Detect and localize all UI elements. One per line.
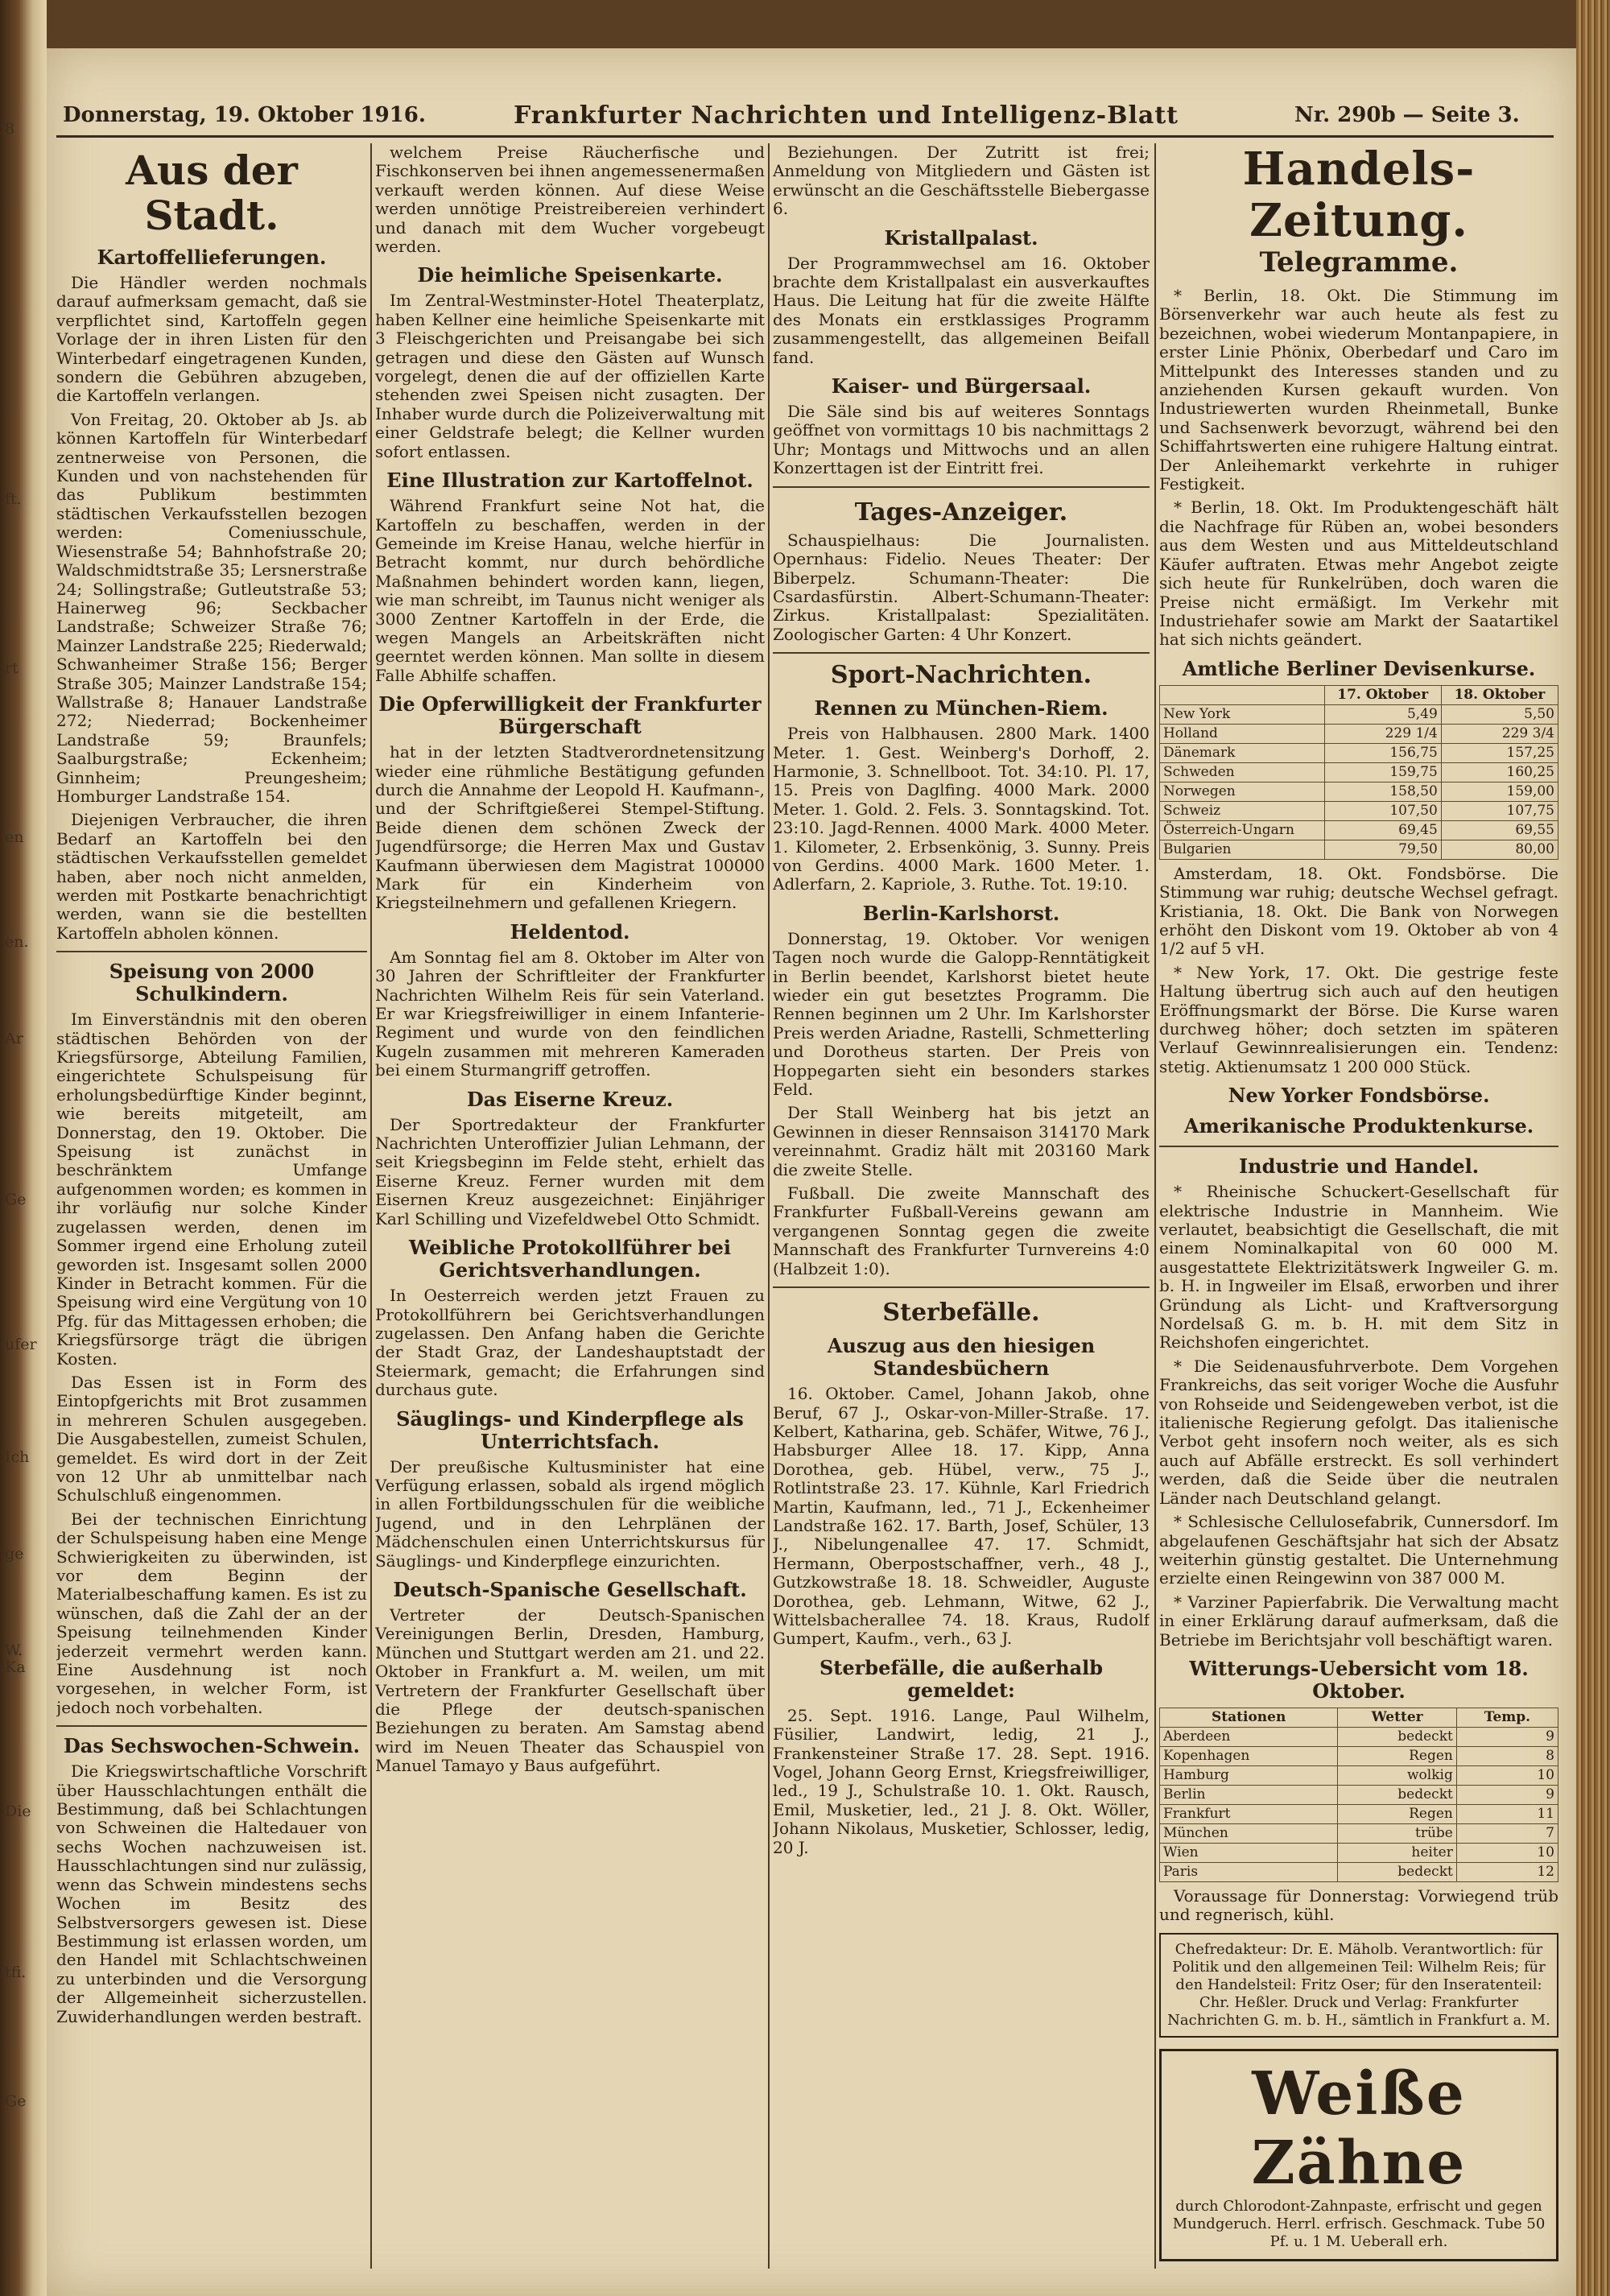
table-row	[1160, 782, 1558, 801]
section-heading: Sport-Nachrichten.	[830, 661, 1092, 690]
article-text: Während Frankfurt seine Not hat, die Kartoffeln zu beschaffen, werden in der Gemeinde im Kreise Hanau, welche hierfür in Betracht kommt, nur durch behördliche Maßnahmen behindert worden kann, liegen, wie man schreibt, im Taunus nicht weniger als 3000 Zentner Kartoffeln in der Erde, die wegen Mangels an Arbeitskräften nicht geerntet werden können. Man sollte in diesem Falle Abhilfe schaffen.	[375, 496, 765, 685]
article-text: Die Händler werden nochmals darauf aufmerksam gemacht, daß sie verpflichtet sind, Kartoffeln gegen Vorlage der in ihren Listen für den Winterbedarf eingetragenen Kunden, sondern die Gebühren abzugeben, die Kartoffeln verlangen.	[56, 273, 367, 406]
spine-fragment: ufer	[5, 1336, 37, 1353]
article-text: Fußball. Die zweite Mannschaft des Frankfurter Fußball-Vereins gewann am vergangenen Sonntag gegen die zweite Mannschaft des Frankfurter Turnvereins 4:0 (Halbzeit 1:0).	[773, 1183, 1150, 1278]
table-cell: 157,25	[1441, 743, 1558, 762]
table-cell: Österreich-Ungarn	[1160, 820, 1325, 840]
article-heading: Eine Illustration zur Kartoffelnot.	[386, 469, 753, 493]
article-text: Vertreter der Deutsch-Spanischen Vereinigungen Berlin, Dresden, Hamburg, München und Stuttgart werden am 21. und 22. Oktober in Frankfurt a. M. weilen, um mit Vertretern der Frankfurter Gesellschaft über die Pflege der deutsch-spanischen Beziehungen zu beraten. Am Samstag abend wird im Neuen Theater das Schauspiel von Manuel Tamayo y Baus aufgeführt.	[375, 1604, 765, 1776]
article-text: 25. Sept. 1916. Lange, Paul Wilhelm, Füsilier, Landwirt, ledig, 21 J., Frankensteiner Straße 17. 28. Sept. 1916. Vogel, Johann Georg Ernst, Kriegsfreiwilliger, led., 19 J., Schulstraße 10. 1. Okt. Rausch, Emil, Musketier, led., 21 J. 8. Okt. Wöller, Johann Nikolaus, Musketier, Schlosser, ledig, 20 J.	[773, 1705, 1150, 1857]
table-title: Witterungs-Uebersicht vom 18. Oktober.	[1189, 1656, 1529, 1703]
article-heading: Kaiser- und Bürgersaal.	[831, 374, 1092, 398]
article-text: Schauspielhaus: Die Journalisten. Opernhaus: Fidelio. Neues Theater: Der Biberpelz. Schumann-Theater: Die Csardasfürstin. Albert-Schumann-Theater: Zirkus. Kristallpalast: Spezialitäten. Zoologischer Garten: 4 Uhr Konzert.	[773, 530, 1150, 644]
divider	[773, 486, 1150, 488]
column-rule	[768, 143, 770, 2269]
article-text: Beziehungen. Der Zutritt ist frei; Anmeldung von Mitgliedern und Gästen ist erwünscht an die Geschäftsstelle Biebergasse 6.	[773, 143, 1150, 219]
table-cell: Regen	[1338, 1804, 1457, 1823]
table-cell: 80,00	[1441, 840, 1558, 859]
table-cell: bedeckt	[1338, 1727, 1457, 1746]
table-row	[1160, 1765, 1558, 1785]
article-text: Diejenigen Verbraucher, die ihren Bedarf an Kartoffeln bei den städtischen Verkaufsstellen gemeldet haben, aber noch nicht anmelden, werden mit Postkarte benachrichtigt werden, wann sie die bestellten Kartoffeln abholen können.	[56, 810, 367, 943]
article-text: Im Einverständnis mit den oberen städtischen Behörden von der Kriegsfürsorge, Abteilung Familien, eingerichtete Schulspeisung für erholungsbedürftige Kinder beginnt, wie bereits mitgeteilt, am Donnerstag, den 19. Oktober. Die Speisung ist zunächst in beschränktem Umfange aufgenommen worden; es kommen in ihr vorläufig nur solche Kinder zugelassen werden, denen im Sommer irgend eine Erholung zuteil geworden ist. Insgesamt sollen 2000 Kinder in Betracht kommen. Für die Speisung wird eine Vergütung von 10 Pfg. für das Mittagessen erhoben; die Kriegsfürsorge trägt die übrigen Kosten.	[56, 1010, 367, 1369]
table-cell: bedeckt	[1338, 1862, 1457, 1881]
newspaper-page	[47, 48, 1576, 2296]
table-header-cell: Temp.	[1456, 1708, 1558, 1727]
table-cell: 5,50	[1441, 704, 1558, 724]
table-cell: München	[1160, 1823, 1338, 1843]
article-text: * Rheinische Schuckert-Gesellschaft für elektrische Industrie in Mannheim. Wie verlautet, beabsichtigt die Gesellschaft, die mit einem Nominalkapital von 60 000 M. ausgestattete Elektrizitätswerk Ingweiler G. m. b. H. in Ingweiler im Elsaß, erworben und ihrer Gründung als Licht- und Kraftversorgung Nordelsaß G. m. b. H. mit dem Sitz in Reichshofen eingerichtet.	[1159, 1182, 1558, 1352]
table-header-cell: 18. Oktober	[1441, 685, 1558, 704]
table-cell: 5,49	[1324, 704, 1441, 724]
exchange-rate-table	[1159, 685, 1558, 860]
page-edges	[1576, 0, 1610, 2296]
table-cell: 7	[1456, 1823, 1558, 1843]
table-row	[1160, 820, 1558, 840]
table-row	[1160, 1785, 1558, 1804]
section-heading: Tages-Anzeiger.	[854, 498, 1068, 527]
table-row	[1160, 1746, 1558, 1765]
spine-fragment: rt	[5, 659, 19, 677]
column-rule	[370, 143, 372, 2269]
spine-fragment: 8	[5, 120, 15, 138]
section-heading: Aus der Stadt.	[126, 147, 298, 239]
article-text: Der preußische Kultusminister hat eine Verfügung erlassen, sobald als irgend möglich in allen Fortbildungsschulen für die weibliche Jugend, und in den Lehrplänen der Mädchenschulen einen Unterrichtskursus für Säuglings- und Kinderpflege einzurichten.	[375, 1456, 765, 1571]
article-heading: Sterbefälle, die außerhalb gemeldet:	[819, 1655, 1104, 1702]
table-cell: Schweden	[1160, 762, 1325, 782]
article-text: Der Programmwechsel am 16. Oktober brachte dem Kristallpalast ein ausverkauftes Haus. Die Leitung hat für die zweite Hälfte des Monats ein erstklassiges Programm zusammengestellt, das allgemeinen Beifall fand.	[773, 253, 1150, 367]
article-text: welchem Preise Räucherfische und Fischkonserven bei ihnen angemessenermaßen verkauft werden können. Auf diese Weise werden unnötige Preistreibereien verhindert und danach mit dem Wucher vorgebeugt werden.	[375, 143, 765, 257]
table-cell: 229 3/4	[1441, 724, 1558, 743]
article-text: Im Zentral-Westminster-Hotel Theaterplatz, haben Kellner eine heimliche Speisenkarte mit 3 Fleischgerichten und Preisangabe bei sich getragen und diese den Gästen auf Wunsch vorgelegt, denen die auf der offiziellen Karte stehenden zwei Speisen nicht zusagten. Der Inhaber wurde durch die Polizeiverwaltung mit einer Geldstrafe belegt; die Kellner wurden sofort entlassen.	[375, 291, 765, 461]
article-text: Das Essen ist in Form des Eintopfgerichts mit Brot zusammen in mehreren Schulen ausgegeben. Die Ausgabestellen, zumeist Schulen, gemeldet. Es wird dort in der Zeit von 12 Uhr ab unmittelbar nach Schulschluß eingenommen.	[56, 1372, 367, 1505]
table-cell: New York	[1160, 704, 1325, 724]
table-title: New Yorker Fondsbörse.	[1228, 1084, 1490, 1108]
article-heading: Die heimliche Speisenkarte.	[417, 263, 723, 287]
spine-fragment: Ge	[5, 1191, 27, 1208]
table-header-cell: Stationen	[1160, 1708, 1338, 1727]
imprint: Chefredakteur: Dr. E. Mäholb. Verantwortlich: für Politik und den allgemeinen Teil: Wilhelm Reis; für den Handelsteil: Fritz Oser; für den Inseratenteil: Chr. Heßler. Druck und Verlag: Frankfurter Nachrichten G. m. b. H., sämtlich in Frankfurt a. M.	[1159, 1933, 1558, 2038]
article-heading: Auszug aus den hiesigen Standesbüchern	[827, 1334, 1096, 1381]
table-title: Amtliche Berliner Devisenkurse.	[1182, 656, 1536, 680]
divider	[1159, 1146, 1558, 1147]
issue-date: Donnerstag, 19. Oktober 1916.	[63, 103, 426, 127]
issue-number: Nr. 290b — Seite 3.	[1294, 103, 1520, 127]
table-title: Amerikanische Produktenkurse.	[1183, 1114, 1534, 1138]
article-text: Donnerstag, 19. Oktober. Vor wenigen Tagen noch wurde die Galopp-Renntätigkeit in Berlin beendet, Karlshorst bietet heute wieder ein gut besetztes Programm. Die Rennen beginnen um 2 Uhr. Im Karlshorster Preis werden Ariadne, Rastelli, Schmetterling und Dorotheus starten. Der Preis von Hoppegarten sieht ein besonders starkes Feld.	[773, 928, 1150, 1100]
advertisement	[1159, 2049, 1558, 2261]
table-cell: 8	[1456, 1746, 1558, 1765]
article-text: Die Kriegswirtschaftliche Vorschrift über Hausschlachtungen enthält die Bestimmung, daß bei Schlachtungen von Schweinen die Haltedauer von sechs Wochen nachzuweisen ist. Hausschlachtungen sind nur zulässig, wenn das Schwein mindestens sechs Wochen im Besitz des Selbstversorgers gewesen ist. Diese Bestimmung ist erlassen worden, um den Handel mit Schlachtschweinen zu unterbinden und die Versorgung der Allgemeinheit sicherzustellen. Zuwiderhandlungen werden bestraft.	[56, 1761, 367, 2026]
table-header-cell: Wetter	[1338, 1708, 1457, 1727]
article-heading: Kartoffellieferungen.	[97, 246, 327, 269]
divider	[56, 951, 367, 952]
article-text: In Oesterreich werden jetzt Frauen zu Protokollführern bei Gerichtsverhandlungen zugelassen. Den Anfang haben die Gerichte der Stadt Graz, der Landeshauptstadt der Steiermark, gemacht; die Erfahrungen sind durchaus gute.	[375, 1286, 765, 1400]
table-cell: Berlin	[1160, 1785, 1338, 1804]
table-cell: 10	[1456, 1765, 1558, 1785]
table-cell: Wien	[1160, 1843, 1338, 1862]
table-cell: 9	[1456, 1727, 1558, 1746]
spine-fragment: en	[5, 828, 24, 846]
table-row	[1160, 724, 1558, 743]
section-heading: Handels-Zeitung.	[1242, 143, 1476, 247]
table-cell: Paris	[1160, 1862, 1338, 1881]
article-text: Der Sportredakteur der Frankfurter Nachrichten Unteroffizier Julian Lehmann, der seit Kriegsbeginn im Felde steht, erhielt das Eiserne Kreuz. Ferner wurden mit dem Eisernen Kreuz ausgezeichnet: Einjähriger Karl Schilling und Vizefeldwebel Otto Schmidt.	[375, 1114, 765, 1229]
article-heading: Industrie und Handel.	[1238, 1154, 1480, 1179]
newspaper-title: Frankfurter Nachrichten und Intelligenz-Blatt	[514, 101, 1179, 130]
article-heading: Das Eiserne Kreuz.	[466, 1087, 674, 1111]
table-cell: Regen	[1338, 1746, 1457, 1765]
article-text: Preis von Halbhausen. 2800 Mark. 1400 Meter. 1. Gest. Weinberg's Dorhoff, 2. Harmonie, 3. Schnellboot. Tot. 34:10. Pl. 17, 15. Preis von Daglfing. 4000 Mark. 2000 Meter. 1. Gold. 2. Fels. 3. Sonntagskind. Tot. 23:10. Jagd-Rennen. 4000 Mark. 4000 Meter. 1. Kilometer, 2. Erbsenkönig, 3. Sunny. Preis von Gerdins. 4000 Mark. 1600 Meter. 1. Adlerfarn, 2. Kapriole, 3. Ruthe. Tot. 19:10.	[773, 724, 1150, 894]
article-heading: Deutsch-Spanische Gesellschaft.	[393, 1577, 747, 1601]
table-cell: Dänemark	[1160, 743, 1325, 762]
spine-fragment: ge	[5, 1545, 24, 1563]
table-row	[1160, 1727, 1558, 1746]
article-heading: Das Sechswochen-Schwein.	[63, 1734, 361, 1758]
table-cell: Hamburg	[1160, 1765, 1338, 1785]
table-cell: 156,75	[1324, 743, 1441, 762]
table-row	[1160, 840, 1558, 859]
table-cell: 10	[1456, 1843, 1558, 1862]
article-text: Von Freitag, 20. Oktober ab Js. ab können Kartoffeln für Winterbedarf zentnerweise von Personen, die Kunden und von nachstehenden für das Publikum bestimmten städtischen Verkaufsstellen bezogen werden: Comeniusschule, Wiesenstraße 54; Bahnhofstraße 20; Waldschmidtstraße 35; Lersnerstraße 24; Sollingstraße; Gutleutstraße 53; Hainerweg 96; Seckbacher Landstraße; Schweizer Straße 76; Mainzer Landstraße 225; Riederwald; Schwanheimer Straße 156; Berger Straße 305; Mainzer Landstraße 154; Wallstraße 8; Hanauer Landstraße 272; Niederrad; Bockenheimer Landstraße 59; Braunfels; Saalburgstraße; Eckenheim; Ginnheim; Preungesheim; Homburger Landstraße 154.	[56, 409, 367, 806]
table-cell: wolkig	[1338, 1765, 1457, 1785]
table-row	[1160, 1823, 1558, 1843]
table-cell: Holland	[1160, 724, 1325, 743]
spine-fragment: Ge	[5, 2092, 27, 2110]
section-subheading: Telegramme.	[1259, 246, 1459, 279]
weather-forecast: Voraussage für Donnerstag: Vorwiegend trüb und regnerisch, kühl.	[1159, 1885, 1558, 1925]
table-cell: 79,50	[1324, 840, 1441, 859]
weather-table	[1159, 1708, 1558, 1882]
table-header-row	[1160, 685, 1558, 704]
table-cell: 9	[1456, 1785, 1558, 1804]
table-cell: 69,45	[1324, 820, 1441, 840]
spine-fragment: W. Ka	[5, 1641, 26, 1676]
spine-fragment: Die	[5, 1803, 31, 1820]
article-text: * Varziner Papierfabrik. Die Verwaltung macht in einer Erklärung darauf aufmerksam, daß die Betriebe im Berichtsjahr voll beschäftigt waren.	[1159, 1592, 1558, 1650]
table-row	[1160, 801, 1558, 820]
spine-fragment: en.	[5, 933, 29, 951]
table-cell: 158,50	[1324, 782, 1441, 801]
article-heading: Berlin-Karlshorst.	[862, 901, 1060, 925]
table-cell: Aberdeen	[1160, 1727, 1338, 1746]
table-cell: 159,00	[1441, 782, 1558, 801]
table-cell: 107,75	[1441, 801, 1558, 820]
table-row	[1160, 1862, 1558, 1881]
column-sport-and-deaths	[773, 143, 1150, 2269]
article-heading: Speisung von 2000 Schulkindern.	[109, 960, 315, 1006]
article-text: * Berlin, 18. Okt. Im Produktengeschäft hält die Nachfrage für Rüben an, wobei besonders aus dem Westen und aus Mitteldeutschland Käufer auftraten. Etwas mehr Angebot zeigte sich heute für Runkelrüben, doch waren die Preise nicht ermäßigt. Im Verkehr mit Industriehafer sowie am Markt der Saatartikel hat sich nichts geändert.	[1159, 498, 1558, 650]
article-text: * Schlesische Cellulosefabrik, Cunnersdorf. Im abgelaufenen Geschäftsjahr hat sich der Absatz weiterhin günstig gestaltet. Die Unternehmung erzielte einen Reingewinn von 387 000 M.	[1159, 1512, 1558, 1588]
spine-fragment: Ich	[5, 1448, 30, 1466]
article-text: Bei der technischen Einrichtung der Schulspeisung haben eine Menge Schwierigkeiten zu überwinden, ist vor dem Beginn der Materialbeschaffung kamen. Es ist zu wünschen, daß die Zahl der an der Speisung teilnehmenden Kinder jederzeit vermehrt werden kann. Eine Ausdehnung ist noch vorgesehen, in welcher Form, ist jedoch noch vorbehalten.	[56, 1509, 367, 1717]
article-text: 16. Oktober. Camel, Johann Jakob, ohne Beruf, 67 J., Oskar-von-Miller-Straße. 17. Kelbert, Katharina, geb. Schäfer, Witwe, 76 J., Habsburger Allee 18. 17. Kipp, Anna Dorothea, geb. Hübel, verw., 75 J., Rotlintstraße 23. 17. Kühnle, Karl Friedrich Martin, Kaufmann, led., 71 J., Eckenheimer Landstraße 162. 17. Barth, Josef, Schüler, 13 J., Nibelungenallee 47. 17. Schmidt, Hermann, Oberpostschaffner, verh., 48 J., Gutzkowstraße 18. 18. Schweidler, Auguste Dorothea, geb. Lehmann, Witwe, 62 J., Wittelsbacherallee 74. 18. Kraus, Rudolf Gumpert, Kaufm., verh., 63 J.	[773, 1384, 1150, 1649]
table-row	[1160, 1843, 1558, 1862]
table-cell: 159,75	[1324, 762, 1441, 782]
article-heading: Säuglings- und Kinderpflege als Unterrichtsfach.	[396, 1406, 744, 1453]
table-cell: trübe	[1338, 1823, 1457, 1843]
column-business	[1159, 143, 1558, 2269]
table-cell: Norwegen	[1160, 782, 1325, 801]
ad-headline: Weiße Zähne	[1251, 2059, 1467, 2198]
table-cell: heiter	[1338, 1843, 1457, 1862]
article-heading: Kristallpalast.	[884, 225, 1038, 250]
table-header-row	[1160, 1708, 1558, 1727]
table-cell: 69,55	[1441, 820, 1558, 840]
article-heading: Rennen zu München-Riem.	[814, 696, 1108, 721]
table-cell: Frankfurt	[1160, 1804, 1338, 1823]
article-text: Der Stall Weinberg hat bis jetzt an Gewinnen in dieser Rennsaison 314170 Mark vereinnahmt. Gradiz hält mit 203160 Mark die zweite Stelle.	[773, 1103, 1150, 1179]
section-heading: Sterbefälle.	[882, 1299, 1040, 1328]
article-text: hat in der letzten Stadtverordnetensitzung wieder eine rühmliche Bestätigung gefunden durch die Annahme der Leopold H. Kaufmann-, und der Schriftgießerei Stempel-Stiftung. Beide dienen dem schönen Zweck der Jugendfürsorge; die Herren Max und Gustav Kaufmann überwiesen dem Magistrat 100000 Mark für ein Kinderheim von Kriegsteilnehmern und gefallenen Kriegern.	[375, 742, 765, 913]
table-row	[1160, 704, 1558, 724]
spine-fragment: tfi.	[5, 1964, 27, 1981]
article-text: * Die Seidenausfuhrverbote. Dem Vorgehen Frankreichs, das seit voriger Woche die Ausfuhr von Rohseide und Seidengeweben verbot, ist die italienische Regierung gefolgt. Das italienische Verbot geht insofern noch weiter, als es sich auch auf Abfälle erstreckt. Es soll verhindert werden, daß die Seide über die neutralen Länder nach Deutschland gelangt.	[1159, 1356, 1558, 1508]
article-text: * Berlin, 18. Okt. Die Stimmung im Börsenverkehr war auch heute als fest zu bezeichnen, wobei wiederum Montanpapiere, in erster Linie Phönix, Oberbedarf und Caro im Mittelpunkt des Interesses standen und zu anziehenden Kursen gekauft wurden. Von Industriewerten wurden Rheinmetall, Bunke und Sachsenwerk bevorzugt, während bei den Schiffahrtswerten eine ruhigere Haltung eintrat. Der Anleihemarkt verkehrte in ruhiger Festigkeit.	[1159, 286, 1558, 494]
column-rule	[1154, 143, 1156, 2269]
divider	[56, 1725, 367, 1727]
column-city-news	[375, 143, 765, 2269]
table-row	[1160, 762, 1558, 782]
table-header-cell: 17. Oktober	[1324, 685, 1441, 704]
column-local-news	[56, 143, 367, 2269]
table-cell: Kopenhagen	[1160, 1746, 1338, 1765]
divider	[773, 652, 1150, 654]
article-heading: Heldentod.	[510, 919, 630, 944]
table-cell: bedeckt	[1338, 1785, 1457, 1804]
table-row	[1160, 743, 1558, 762]
table-cell: 12	[1456, 1862, 1558, 1881]
spine-fragment: Ar	[5, 1030, 23, 1047]
article-heading: Weibliche Protokollführer bei Gerichtsverhandlungen.	[408, 1236, 732, 1282]
table-cell: 11	[1456, 1804, 1558, 1823]
table-header-cell	[1160, 685, 1325, 704]
ad-text: durch Chlorodont-Zahnpaste, erfrischt und gegen Mundgeruch. Herrl. erfrisch. Geschmack. Tube 50 Pf. u. 1 M. Ueberall erh.	[1172, 2197, 1546, 2250]
table-cell: Bulgarien	[1160, 840, 1325, 859]
table-row	[1160, 1804, 1558, 1823]
divider	[773, 1286, 1150, 1288]
table-cell: 107,50	[1324, 801, 1441, 820]
table-cell: 160,25	[1441, 762, 1558, 782]
article-text: Am Sonntag fiel am 8. Oktober im Alter von 30 Jahren der Schriftleiter der Frankfurter Nachrichten Wilhelm Reis für sein Vaterland. Er war Kriegsfreiwilliger in einem Infanterie-Regiment und wurde von den feindlichen Kugeln zusammen mit mehreren Kameraden bei einem Sturmangriff getroffen.	[375, 947, 765, 1080]
article-text: Die Säle sind bis auf weiteres Sonntags geöffnet von vormittags 10 bis nachmittags 2 Uhr; Montags und Mittwochs und an allen Konzerttagen ist der Eintritt frei.	[773, 402, 1150, 478]
article-text: Amsterdam, 18. Okt. Fondsbörse. Die Stimmung war ruhig; deutsche Wechsel gefragt. Kristiania, 18. Okt. Die Bank von Norwegen erhöht den Diskont vom 19. Oktober ab von 4 1/2 auf 5 vH.	[1159, 863, 1558, 959]
spine-fragment: ft.	[5, 490, 22, 508]
book-spine	[0, 0, 47, 2296]
table-cell: Schweiz	[1160, 801, 1325, 820]
article-text: * New York, 17. Okt. Die gestrige feste Haltung übertrug sich auch auf den heutigen Eröffnungsmarkt der Börse. Die Kurse waren durchweg höher; doch setzten im späteren Verlauf Gewinnrealisierungen ein. Tendenz: stetig. Aktienumsatz 1 200 000 Stück.	[1159, 962, 1558, 1076]
masthead-rule	[56, 135, 1554, 138]
article-heading: Die Opferwilligkeit der Frankfurter Bürgerschaft	[378, 692, 762, 739]
table-cell: 229 1/4	[1324, 724, 1441, 743]
